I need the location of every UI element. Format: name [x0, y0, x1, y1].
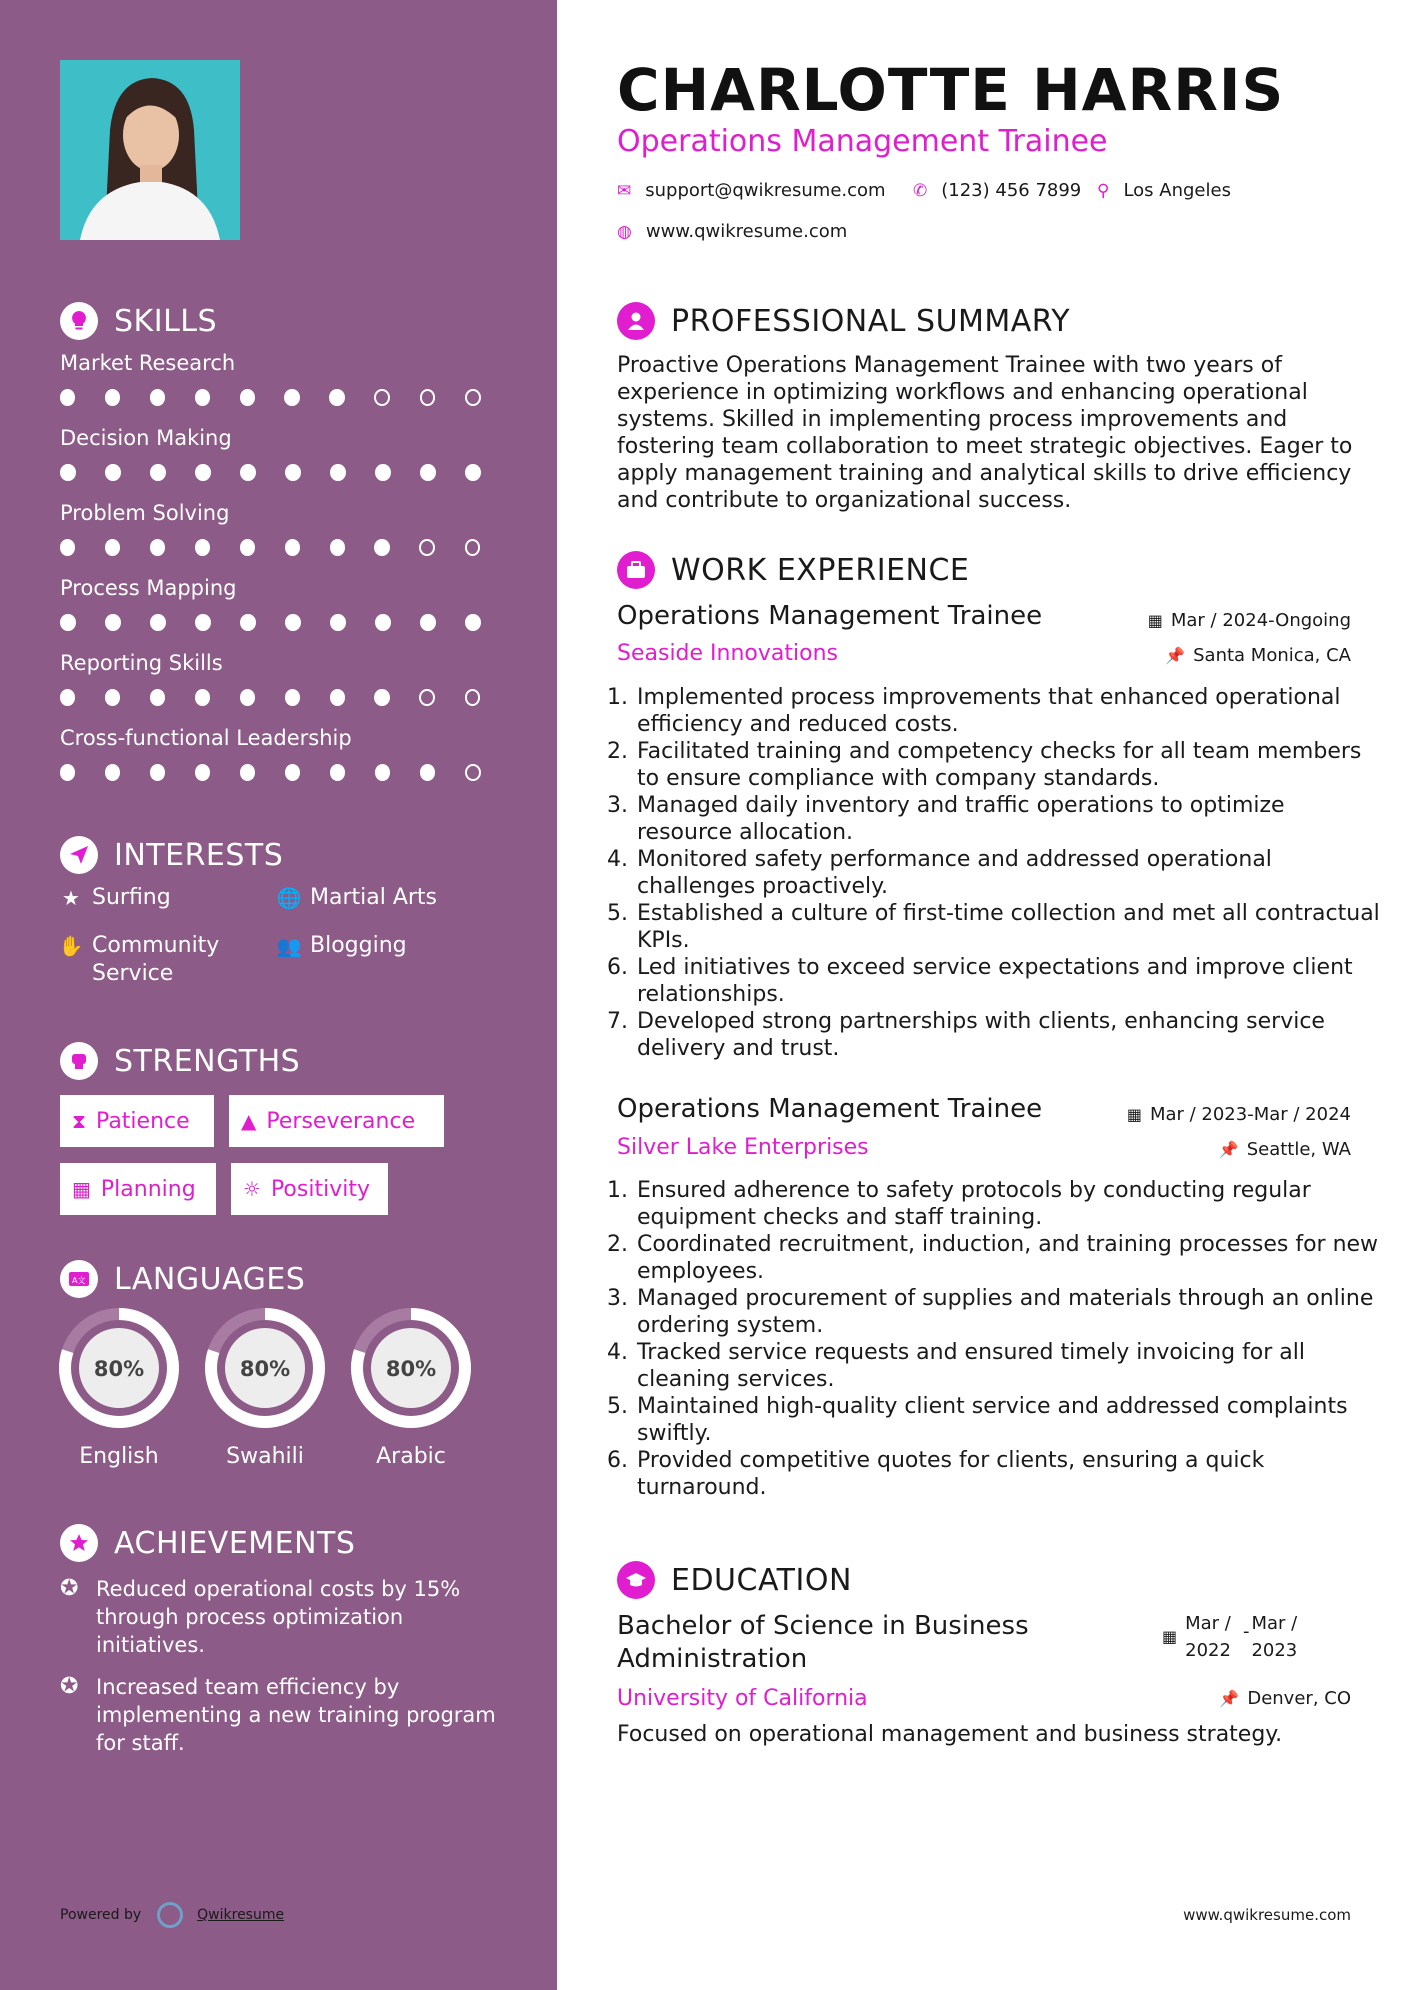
education-end-month: Mar /	[1251, 1613, 1298, 1634]
rating-dot-filled	[150, 614, 166, 631]
email-text: support@qwikresume.com	[645, 180, 886, 201]
skill-name: Decision Making	[60, 426, 232, 450]
rating-dot-filled	[105, 464, 121, 481]
job-company: Silver Lake Enterprises	[617, 1135, 869, 1160]
rating-dot-empty	[465, 539, 481, 556]
rating-dot-filled	[105, 389, 120, 406]
calendar-icon: ▦	[72, 1177, 91, 1201]
graduation-cap-icon	[617, 1561, 655, 1599]
rating-dot-empty	[374, 389, 390, 406]
interest-label: Surfing	[92, 885, 171, 910]
contact-website[interactable]	[617, 221, 847, 242]
job-title: Operations Management Trainee	[617, 1094, 1043, 1124]
language-name: Swahili	[226, 1444, 304, 1469]
responsibility-item: 4. Tracked service requests and ensured timely invoicing for all cleaning services.	[635, 1339, 1385, 1393]
rating-dot-filled	[105, 689, 120, 706]
job-date	[1148, 610, 1351, 631]
rating-dot-filled	[420, 764, 435, 781]
rating-dot-filled	[285, 764, 300, 781]
skill-name: Cross-functional Leadership	[60, 726, 352, 750]
job-responsibilities	[609, 1177, 1385, 1501]
rating-dot-filled	[330, 764, 345, 781]
stars-icon: ✪	[60, 1674, 79, 1699]
education-start-month: Mar /	[1185, 1613, 1231, 1634]
education-description: Focused on operational management and business strategy.	[617, 1722, 1283, 1747]
rating-dot-filled	[375, 764, 390, 781]
star-badge-icon	[60, 1524, 98, 1562]
hourglass-icon: ⧗	[72, 1109, 87, 1133]
rating-dot-filled	[195, 614, 211, 631]
rating-dot-filled	[240, 464, 256, 481]
qwikresume-logo-icon	[157, 1902, 183, 1928]
stars-icon: ✪	[60, 1576, 79, 1601]
language-item	[57, 1306, 181, 1469]
candidate-name: CHARLOTTE HARRIS	[617, 56, 1285, 124]
interests-heading	[60, 836, 283, 874]
fist-icon	[60, 1042, 98, 1080]
language-ring	[57, 1306, 181, 1430]
responsibility-item: 2. Facilitated training and competency checks for all team members to ensure compliance with company standards.	[635, 738, 1385, 792]
interest-label: Community Service	[92, 933, 220, 986]
rating-dot-empty	[465, 764, 481, 781]
responsibility-item: 6. Led initiatives to exceed service expectations and improve client relationships.	[635, 954, 1385, 1008]
skills-heading	[60, 302, 217, 340]
calendar-icon: ▦	[1147, 611, 1163, 630]
rating-dot-filled	[285, 614, 301, 631]
language-percent: 80%	[385, 1357, 437, 1381]
language-name: English	[79, 1444, 159, 1469]
language-item	[203, 1306, 327, 1469]
rating-dot-filled	[375, 464, 391, 481]
powered-by-label: Powered by	[60, 1907, 142, 1923]
rating-dot-filled	[105, 539, 120, 556]
education-start-year: 2022	[1185, 1640, 1231, 1661]
job-date	[1127, 1104, 1351, 1125]
achievement-text: Increased team efficiency by implementing a new training program for staff.	[96, 1675, 496, 1755]
pushpin-icon: 📌	[1219, 1689, 1240, 1708]
rating-dot-filled	[330, 464, 346, 481]
globe-icon: ◍	[617, 221, 632, 242]
job-location	[1219, 1139, 1351, 1160]
job-location	[1165, 645, 1351, 666]
rating-dot-filled	[60, 764, 75, 781]
globe-icon: 🌐	[276, 886, 302, 910]
school-location-text: Denver, CO	[1247, 1688, 1351, 1709]
experience-title: WORK EXPERIENCE	[671, 552, 970, 588]
map-pin-icon: ⚲	[1097, 180, 1110, 201]
interest-item	[58, 932, 258, 988]
phone-text: (123) 456 7899	[941, 180, 1082, 201]
rating-dot-filled	[240, 389, 255, 406]
rating-dot-filled	[150, 389, 165, 406]
rating-dot-filled	[195, 539, 210, 556]
rating-dot-filled	[240, 764, 255, 781]
skill-rating	[60, 614, 510, 631]
skills-title: SKILLS	[114, 303, 218, 339]
rating-dot-empty	[420, 389, 436, 406]
rating-dot-filled	[60, 464, 76, 481]
contact-location	[1097, 180, 1231, 201]
strength-label: Planning	[100, 1176, 196, 1202]
rating-dot-filled	[285, 539, 300, 556]
rating-dot-filled	[60, 389, 75, 406]
languages-title: LANGUAGES	[114, 1261, 306, 1297]
language-item	[349, 1306, 473, 1469]
skill-item	[60, 501, 510, 556]
strength-badge	[60, 1163, 216, 1215]
powered-by	[60, 1902, 284, 1928]
language-ring	[349, 1306, 473, 1430]
hand-icon: ✋	[58, 934, 84, 958]
responsibility-item: 7. Developed strong partnerships with clients, enhancing service delivery and trust.	[635, 1008, 1385, 1062]
candidate-role: Operations Management Trainee	[617, 124, 1108, 159]
rating-dot-filled	[150, 464, 166, 481]
interest-item	[58, 884, 171, 912]
website-text: www.qwikresume.com	[645, 221, 848, 242]
skill-name: Process Mapping	[60, 576, 237, 600]
users-icon: 👥	[276, 934, 302, 958]
achievements-title: ACHIEVEMENTS	[114, 1525, 356, 1561]
envelope-icon: ✉	[617, 180, 632, 201]
degree-title: Bachelor of Science in Business Administration	[617, 1611, 1029, 1674]
education-title: EDUCATION	[671, 1562, 852, 1598]
contact-email[interactable]	[617, 180, 886, 201]
rating-dot-empty	[419, 539, 435, 556]
language-percent: 80%	[93, 1357, 145, 1381]
strength-label: Perseverance	[266, 1108, 416, 1134]
road-icon: ▲	[241, 1109, 257, 1133]
summary-text: Proactive Operations Management Trainee with two years of experience in optimizing workflows and enhancing operational systems. Skilled in implementing process improvements and fostering team collaboration to meet strategic objectives. Eager to apply management training and analytical skills to drive efficiency and contribute to organizational success.	[617, 353, 1353, 513]
education-end-year: 2023	[1251, 1640, 1298, 1661]
interests-title: INTERESTS	[114, 837, 284, 873]
strength-label: Patience	[96, 1108, 190, 1134]
achievement-item	[60, 1575, 510, 1659]
rating-dot-filled	[105, 764, 120, 781]
responsibility-item: 5. Maintained high-quality client service and addressed complaints swiftly.	[635, 1393, 1385, 1447]
svg-text:A文: A文	[72, 1276, 86, 1285]
rating-dot-empty	[465, 389, 481, 406]
job-location-text: Santa Monica, CA	[1193, 645, 1351, 666]
job-responsibilities	[609, 684, 1385, 1062]
rating-dot-filled	[150, 539, 165, 556]
rating-dot-filled	[60, 539, 75, 556]
job-company: Seaside Innovations	[617, 641, 838, 666]
strength-badge	[229, 1095, 444, 1147]
education-end	[1251, 1610, 1297, 1664]
achievement-text: Reduced operational costs by 15% through process optimization initiatives.	[96, 1577, 461, 1657]
skill-item	[60, 576, 510, 631]
skill-name: Market Research	[60, 351, 236, 375]
interest-label: Blogging	[310, 933, 407, 958]
rating-dot-filled	[285, 464, 301, 481]
responsibility-item: 2. Coordinated recruitment, induction, and training processes for new employees.	[635, 1231, 1385, 1285]
skill-name: Reporting Skills	[60, 651, 223, 675]
pushpin-icon: 📌	[1218, 1140, 1239, 1159]
rating-dot-filled	[465, 464, 481, 481]
rating-dot-filled	[60, 689, 75, 706]
strengths-heading	[60, 1042, 300, 1080]
skill-item	[60, 726, 510, 781]
job-title: Operations Management Trainee	[617, 601, 1043, 631]
rating-dot-filled	[240, 614, 256, 631]
job-date-text: Mar / 2023-Mar / 2024	[1149, 1104, 1351, 1125]
skill-item	[60, 651, 510, 706]
rating-dot-filled	[150, 689, 165, 706]
responsibility-item: 3. Managed daily inventory and traffic operations to optimize resource allocation.	[635, 792, 1385, 846]
sun-icon: ☼	[243, 1177, 261, 1201]
rating-dot-filled	[465, 614, 481, 631]
responsibility-item: 5. Established a culture of first-time collection and met all contractual KPIs.	[635, 900, 1385, 954]
job-location-text: Seattle, WA	[1246, 1139, 1351, 1160]
rating-dot-filled	[105, 614, 121, 631]
interest-item	[276, 884, 437, 912]
calendar-icon: ▦	[1162, 1627, 1178, 1646]
rating-dot-empty	[465, 689, 481, 706]
summary-title: PROFESSIONAL SUMMARY	[671, 303, 1071, 339]
education-date	[1162, 1610, 1297, 1664]
location-text: Los Angeles	[1123, 180, 1231, 201]
experience-heading	[617, 551, 969, 589]
education-start	[1185, 1610, 1231, 1664]
paper-plane-icon	[60, 836, 98, 874]
pushpin-icon: 📌	[1165, 646, 1186, 665]
rating-dot-filled	[329, 389, 344, 406]
school-name: University of California	[617, 1686, 868, 1711]
strength-badge	[60, 1095, 214, 1147]
skill-name: Problem Solving	[60, 501, 230, 525]
skill-rating	[60, 764, 510, 781]
language-card-icon	[60, 1260, 98, 1298]
responsibility-item: 3. Managed procurement of supplies and materials through an online ordering system.	[635, 1285, 1385, 1339]
skill-rating	[60, 389, 510, 406]
rating-dot-filled	[240, 539, 255, 556]
responsibility-item: 1. Implemented process improvements that enhanced operational efficiency and reduced costs.	[635, 684, 1385, 738]
user-icon	[617, 302, 655, 340]
skill-rating	[60, 464, 510, 481]
rating-dot-filled	[374, 539, 389, 556]
job-date-text: Mar / 2024-Ongoing	[1170, 610, 1351, 631]
strength-badge	[231, 1163, 388, 1215]
language-name: Arabic	[376, 1444, 446, 1469]
rating-dot-empty	[419, 689, 435, 706]
qwikresume-link[interactable]: Qwikresume	[197, 1907, 285, 1923]
phone-icon: ✆	[913, 180, 928, 201]
language-ring	[203, 1306, 327, 1430]
achievements-heading	[60, 1524, 355, 1562]
achievement-item	[60, 1673, 510, 1757]
rating-dot-filled	[285, 689, 300, 706]
rating-dot-filled	[150, 764, 165, 781]
language-percent: 80%	[239, 1357, 291, 1381]
education-date-separator: -	[1242, 1621, 1250, 1642]
interest-label: Martial Arts	[310, 885, 438, 910]
rating-dot-filled	[330, 614, 346, 631]
responsibility-item: 1. Ensured adherence to safety protocols by conducting regular equipment checks and staff training.	[635, 1177, 1385, 1231]
skill-item	[60, 351, 510, 406]
responsibility-item: 6. Provided competitive quotes for clients, ensuring a quick turnaround.	[635, 1447, 1385, 1501]
rating-dot-filled	[330, 539, 345, 556]
summary-heading	[617, 302, 1070, 340]
contact-phone	[913, 180, 1081, 201]
rating-dot-filled	[374, 689, 389, 706]
skill-rating	[60, 689, 510, 706]
briefcase-icon	[617, 551, 655, 589]
strengths-title: STRENGTHS	[114, 1043, 301, 1079]
skill-item	[60, 426, 510, 481]
interest-item	[276, 932, 407, 960]
rating-dot-filled	[60, 614, 76, 631]
rating-dot-filled	[240, 689, 255, 706]
responsibility-item: 4. Monitored safety performance and addressed operational challenges proactively.	[635, 846, 1385, 900]
rating-dot-filled	[330, 689, 345, 706]
rating-dot-filled	[195, 464, 211, 481]
footer-website[interactable]: www.qwikresume.com	[1183, 1906, 1351, 1924]
main-content	[557, 0, 1407, 1990]
rating-dot-filled	[375, 614, 391, 631]
rating-dot-filled	[195, 689, 210, 706]
rating-dot-filled	[284, 389, 299, 406]
lightbulb-icon	[60, 302, 98, 340]
rating-dot-filled	[195, 764, 210, 781]
languages-heading	[60, 1260, 305, 1298]
star-icon: ★	[62, 886, 80, 910]
school-location	[1219, 1688, 1351, 1709]
skill-rating	[60, 539, 510, 556]
rating-dot-filled	[420, 464, 436, 481]
strength-label: Positivity	[270, 1176, 370, 1202]
sidebar	[0, 0, 557, 1990]
profile-photo	[60, 60, 240, 240]
rating-dot-filled	[195, 389, 210, 406]
rating-dot-filled	[420, 614, 436, 631]
calendar-icon: ▦	[1126, 1105, 1142, 1124]
education-heading	[617, 1561, 852, 1599]
